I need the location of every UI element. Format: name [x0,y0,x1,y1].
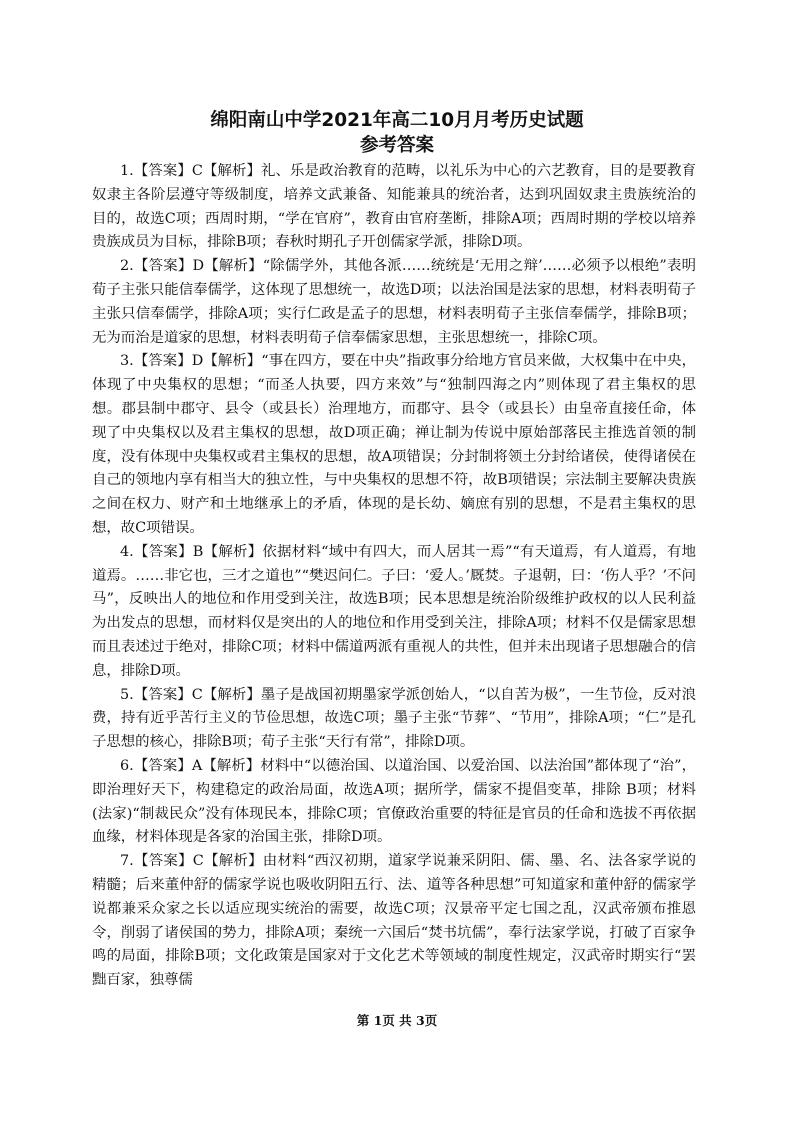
answer-item-1: 1.【答案】C【解析】礼、乐是政治教育的范畴，以礼乐为中心的六艺教育，目的是要教育奴隶主各阶层遵守等级制度，培养文武兼备、知能兼具的统治者，达到巩固奴隶主贵族统治的目的，故选C项；西周时期，“学在官府”，教育由官府垄断，排除A项；西周时期的学校以培养贵族成员为目标，排除B项；春秋时期孔子开创儒家学派，排除D项。 [92,163,696,251]
answer-item-4: 4.【答案】B【解析】依据材料“域中有四大，而人居其一焉”“有天道焉，有人道焉，有地道焉。……非它也，三才之道也”“樊迟问仁。子曰：‘爱人。’厩焚。子退朝，曰：‘伤人乎？’不问马”，反映出人的地位和作用受到关注，故选B项；民本思想是统治阶级维护政权的以人民利益为出发点的思想，而材料仅是突出的人的地位和作用受到关注，排除A项；材料不仅是儒家思想而且表述过于绝对，排除C项；材料中儒道两派有重视人的共性，但并未出现诸子思想融合的信息，排除D项。 [92,543,696,679]
answer-item-5: 5.【答案】C【解析】墨子是战国初期墨家学派创始人，“以自苦为极”，一生节俭，反对浪费，持有近乎苦行主义的节俭思想，故选C项；墨子主张“节葬”、“节用”，排除A项；“仁”是孔子思想的核心，排除B项；荀子主张“天行有常”，排除D项。 [92,686,696,751]
answer-item-2: 2.【答案】D【解析】“除儒学外，其他各派……统统是‘无用之辩’……必须予以根绝”表明荀子主张只能信奉儒学，这体现了思想统一，故选D项；以法治国是法家的思想，材料表明荀子主张只信奉儒学，排除A项；实行仁政是孟子的思想，材料表明荀子主张信奉儒学，排除B项；无为而治是道家的思想，材料表明荀子信奉儒家思想，主张思想统一，排除C项。 [92,258,696,346]
page-footer: 第 1页 共 3页 [356,1013,438,1028]
answer-item-6: 6.【答案】A【解析】材料中“以德治国、以道治国、以爱治国、以法治国”都体现了“治”，即治理好天下，构建稳定的政治局面，故选A项；据所学，儒家不提倡变革，排除 B项；材料(法家)“制裁民众”没有体现民本，排除C项；官僚政治重要的特征是官员的任命和选拔不再依据血缘，材料体现是各家的治国主张，排除D项。 [92,757,696,846]
answer-list [92,160,696,993]
answer-item-3: 3.【答案】D【解析】“事在四方，要在中央”指政事分给地方官员来做，大权集中在中央，体现了中央集权的思想；“而圣人执要，四方来效”与“独制四海之内”则体现了君主集权的思想。郡县制中郡守、县令（或县长）治理地方，而郡守、县令（或县长）由皇帝直接任命，体现了中央集权以及君主集权的思想，故D项正确；禅让制为传说中原始部落民主推选首领的制度，没有体现中央集权或君主集权的思想，故A项错误；分封制将领土分封给诸侯，使得诸侯在自己的领地内享有相当大的独立性，与中央集权的思想不符，故B项错误；宗法制主要解决贵族之间在权力、财产和土地继承上的矛盾，体现的是长幼、嫡庶有别的思想，不是君主集权的思想，故C项错误。 [92,353,696,536]
answer-item-7: 7.【答案】C【解析】由材料“西汉初期，道家学说兼采阴阳、儒、墨、名、法各家学说的精髓；后来董仲舒的儒家学说也吸收阴阳五行、法、道等各种思想”可知道家和董仲舒的儒家学说都兼采众家之长以适应现实统治的需要，故选C项；汉景帝平定七国之乱，汉武帝颁布推恩令，削弱了诸侯国的势力，排除A项；秦统一六国后“焚书坑儒”，奉行法家学说，打破了百家争鸣的局面，排除B项；文化政策是国家对于文化艺术等领域的制度性规定，汉武帝时期实行“罢黜百家，独尊儒 [92,853,696,989]
page-subtitle: 参考答案 [359,135,434,156]
page-title: 绵阳南山中学2021年高二10月月考历史试题 [210,110,584,131]
